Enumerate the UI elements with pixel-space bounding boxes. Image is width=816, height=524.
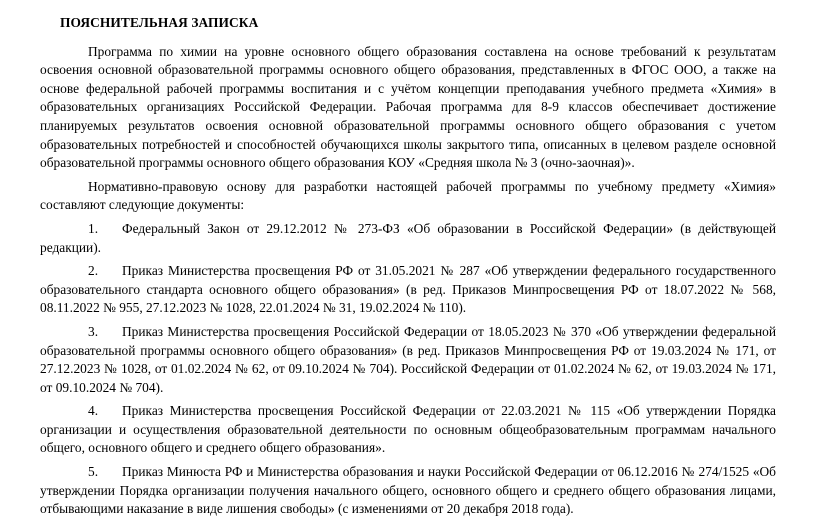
normative-basis-paragraph: Нормативно-правовую основу для разработки настоящей рабочей программы по учебному предмету «Химия» составляют следующие документы: [40,178,776,213]
list-item-4 [40,402,776,458]
intro-paragraph: Программа по химии на уровне основного общего образования составлена на основе требований к результатам освоения основной образовательной программы основного общего образования, представленных в ФГОС ООО, а также на основе федеральной рабочей программы воспитания и с учётом концепции преподавания учебного предмета «Химия» в образовательных организациях Российской Федерации. Рабочая программа для 8-9 классов обеспечивает достижение планируемых результатов освоения основной образовательной программы основного общего образования с учетом образовательных потребностей и способностей обучающихся школы закрытого типа, описанных в целевом разделе основной образовательной программы основного общего образования КОУ «Средняя школа № 3 (очно-заочная)». [40,43,776,171]
list-item-number: 4. [88,403,99,419]
list-item-2 [40,262,776,318]
list-item-text: Приказ Минюста РФ и Министерства образования и науки Российской Федерации от 06.12.2016 № 274/1525 «Об утверждении Порядка организации получения начального общего, основного общего и среднего общего образования лицами, отбывающими наказание в виде лишения свободы» (с изменениями от 20 декабря 2018 года). [40,464,776,517]
list-item-text: Приказ Министерства просвещения РФ от 31.05.2021 № 287 «Об утверждении федерального государственного образовательного стандарта основного общего образования» (в ред. Приказов Минпросвещения РФ от 18.07.2022 № 568, 08.11.2022 № 955, 27.12.2023 № 1028, 22.01.2024 № 31, 19.02.2024 № 110). [40,263,776,316]
document-title: ПОЯСНИТЕЛЬНАЯ ЗАПИСКА [60,15,259,30]
list-item-text: Федеральный Закон от 29.12.2012 № 273-ФЗ «Об образовании в Российской Федерации» (в действующей редакции). [40,220,776,255]
list-item-number: 5. [88,464,99,480]
list-item-5 [40,463,776,519]
list-item-number: 3. [88,323,99,339]
list-item-1 [40,220,776,257]
list-item-3 [40,323,776,397]
list-item-text: Приказ Министерства просвещения Российской Федерации от 22.03.2021 № 115 «Об утверждении Порядка организации и осуществления образовательной деятельности по основным общеобразовательным программам начального общего, основного общего и среднего общего образования». [40,403,776,456]
list-item-number: 1. [88,220,99,236]
document-page [40,14,776,524]
list-item-number: 2. [88,263,99,279]
list-item-text: Приказ Министерства просвещения Российской Федерации от 18.05.2023 № 370 «Об утверждении федеральной образовательной программы основного общего образования» (в ред. Приказов Минпросвещения РФ от 19.03.2024 № 171, от 27.12.2023 № 1028, от 01.02.2024 № 62, от 09.10.2024 № 704). Российской Федерации от 01.02.2024 № 62, от 19.03.2024 № 171, от 09.10.2024 № 704). [40,323,776,395]
